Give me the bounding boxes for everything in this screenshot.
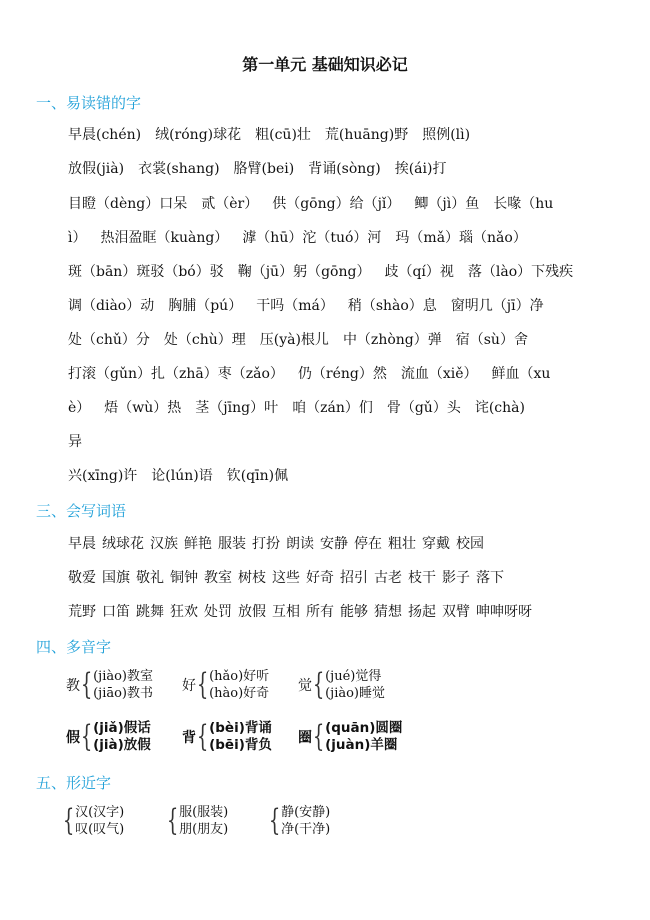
group-item: 朋(朋友) — [179, 822, 229, 837]
list-item: 挨(ái)打 — [394, 161, 447, 177]
list-item: 安静 — [320, 536, 348, 552]
text-line — [68, 397, 628, 417]
list-item: 茎（jīng）叶 — [195, 400, 279, 416]
group-item: 汉(汉字) — [75, 805, 125, 820]
text-line — [68, 567, 628, 587]
list-item: 早晨(chén) — [68, 127, 142, 143]
text-line — [68, 601, 628, 621]
list-item: 影子 — [442, 570, 470, 586]
char-group — [66, 668, 153, 702]
brace-icon: { — [62, 803, 75, 838]
list-item: 双臂 — [442, 604, 470, 620]
list-item: 兴(xīng)许 — [68, 468, 138, 484]
list-item: 朗读 — [286, 536, 314, 552]
list-item: 猜想 — [374, 604, 402, 620]
group-item: (bēi)背负 — [209, 737, 272, 753]
list-item: 调（diào）动 — [68, 298, 155, 314]
group-item: (jué)觉得 — [325, 669, 382, 684]
text-line — [68, 227, 628, 247]
list-item: 歧（qí）视 — [384, 264, 454, 280]
list-item: 呻呻呀呀 — [476, 604, 532, 620]
section-heading-4: 四、多音字 — [36, 638, 112, 656]
group-item: (juàn)羊圈 — [325, 737, 398, 753]
brace-icon: { — [80, 719, 93, 754]
list-item: 骨（gǔ）头 — [386, 400, 461, 416]
list-item: 落（lào）下残疾 — [467, 264, 574, 280]
list-item: 能够 — [340, 604, 368, 620]
list-item: 放假(jià) — [68, 161, 125, 177]
list-item: 跳舞 — [136, 604, 164, 620]
char-group — [166, 804, 228, 838]
text-line — [68, 533, 628, 553]
list-item: 敬礼 — [136, 570, 164, 586]
list-item: 异 — [68, 434, 82, 450]
group-item: (jià)放假 — [93, 737, 151, 753]
brace-icon: { — [196, 667, 209, 702]
list-item: 铜钟 — [170, 570, 198, 586]
list-item: 鲜艳 — [184, 536, 212, 552]
list-item: 钦(qīn)佩 — [226, 468, 289, 484]
list-item: 粗壮 — [388, 536, 416, 552]
list-item: 教室 — [204, 570, 232, 586]
group-char: 背 — [182, 730, 196, 746]
list-item: 鞠（jū）躬（gōng） — [237, 264, 371, 280]
list-item: 荒野 — [68, 604, 96, 620]
list-item: 敬爱 — [68, 570, 96, 586]
list-item: 穿戴 — [422, 536, 450, 552]
group-items — [209, 720, 272, 754]
brace-icon: { — [166, 803, 179, 838]
brace-icon: { — [312, 667, 325, 702]
list-item: 招引 — [340, 570, 368, 586]
list-item: 胸脯（pú） — [168, 298, 243, 314]
group-item: 静(安静) — [281, 805, 331, 820]
list-item: 狂欢 — [170, 604, 198, 620]
page-title: 第一单元 基础知识必记 — [242, 55, 408, 74]
text-line — [68, 193, 628, 213]
list-item: 枝干 — [408, 570, 436, 586]
brace-icon: { — [196, 719, 209, 754]
list-item: 目瞪（dèng）口呆 — [68, 196, 188, 212]
group-item: (bèi)背诵 — [209, 720, 272, 736]
group-item: (hào)好奇 — [209, 686, 270, 701]
list-item: 供（gōng）给（jǐ） — [272, 196, 401, 212]
list-item: 所有 — [306, 604, 334, 620]
list-item: 打滚（gǔn）扎（zhā）枣（zǎo） — [68, 366, 284, 382]
list-item: 服装 — [218, 536, 246, 552]
group-item: (jiāo)教书 — [93, 686, 154, 701]
list-item: 宿（sù）舍 — [455, 332, 528, 348]
list-item: 早晨 — [68, 536, 96, 552]
list-item: 鲜血（xu — [491, 366, 551, 382]
list-item: 放假 — [238, 604, 266, 620]
group-items — [281, 804, 330, 838]
group-char: 假 — [66, 730, 80, 746]
list-item: 处罚 — [204, 604, 232, 620]
group-items — [325, 668, 385, 702]
group-items — [93, 720, 151, 754]
section-heading-1: 一、易读错的字 — [36, 94, 142, 112]
list-item: 树枝 — [238, 570, 266, 586]
list-item: 口笛 — [102, 604, 130, 620]
text-line — [68, 261, 628, 281]
list-item: 落下 — [476, 570, 504, 586]
list-item: 照例(lì) — [422, 127, 471, 143]
text-line — [68, 124, 628, 144]
list-item: 长喙（hu — [493, 196, 554, 212]
list-item: 停在 — [354, 536, 382, 552]
list-item: 互相 — [272, 604, 300, 620]
group-items — [179, 804, 228, 838]
group-char: 好 — [182, 678, 196, 694]
list-item: 打扮 — [252, 536, 280, 552]
group-char: 教 — [66, 678, 80, 694]
brace-icon: { — [80, 667, 93, 702]
list-item: 滹（hū）沱（tuó）河 — [242, 230, 382, 246]
char-group — [268, 804, 330, 838]
list-item: 流血（xiě） — [400, 366, 478, 382]
list-item: 咱（zán）们 — [292, 400, 373, 416]
list-item: 粗(cū)壮 — [255, 127, 311, 143]
list-item: 处（chǔ）分 — [68, 332, 150, 348]
text-line — [68, 329, 628, 349]
group-item: 叹(叹气) — [75, 822, 125, 837]
group-items — [209, 668, 269, 702]
char-group — [66, 720, 151, 754]
list-item: 热泪盈眶（kuàng） — [100, 230, 229, 246]
list-item: ì） — [68, 230, 87, 246]
list-item: 荒(huāng)野 — [324, 127, 409, 143]
char-group — [298, 668, 385, 702]
text-line — [68, 158, 628, 178]
list-item: 胳臂(bei) — [233, 161, 295, 177]
char-group — [182, 720, 272, 754]
list-item: 斑（bān）斑驳（bó）驳 — [68, 264, 224, 280]
group-item: (jiǎ)假话 — [93, 720, 151, 736]
list-item: 稍（shào）息 — [347, 298, 437, 314]
section-heading-3: 三、会写词语 — [36, 502, 127, 520]
group-item: 服(服装) — [179, 805, 229, 820]
list-item: 鲫（jì）鱼 — [414, 196, 480, 212]
list-item: 干吗（má） — [256, 298, 334, 314]
list-item: è） — [68, 400, 91, 416]
list-item: 论(lún)语 — [151, 468, 213, 484]
brace-icon: { — [268, 803, 281, 838]
list-item: 压(yà)根儿 — [259, 332, 329, 348]
brace-icon: { — [312, 719, 325, 754]
list-item: 仍（réng）然 — [297, 366, 387, 382]
group-char: 觉 — [298, 678, 312, 694]
section-heading-5: 五、形近字 — [36, 774, 112, 792]
list-item: 焐（wù）热 — [104, 400, 182, 416]
list-item: 玛（mǎ）瑙（nǎo） — [395, 230, 527, 246]
char-group — [298, 720, 402, 754]
text-line — [68, 431, 628, 451]
list-item: 好奇 — [306, 570, 334, 586]
char-group — [62, 804, 124, 838]
group-item: (jiào)睡觉 — [325, 686, 386, 701]
group-char: 圈 — [298, 730, 312, 746]
text-line — [68, 363, 628, 383]
list-item: 扬起 — [408, 604, 436, 620]
list-item: 处（chù）理 — [163, 332, 246, 348]
list-item: 中（zhòng）弹 — [342, 332, 442, 348]
char-group — [182, 668, 269, 702]
list-item: 国旗 — [102, 570, 130, 586]
list-item: 绒球花 — [102, 536, 144, 552]
list-item: 绒(róng)球花 — [155, 127, 242, 143]
group-item: (jiào)教室 — [93, 669, 154, 684]
list-item: 背诵(sòng) — [308, 161, 381, 177]
list-item: 窗明几（jī）净 — [450, 298, 544, 314]
group-items — [325, 720, 402, 754]
list-item: 贰（èr） — [201, 196, 259, 212]
list-item: 这些 — [272, 570, 300, 586]
group-item: (quān)圆圈 — [325, 720, 403, 736]
group-item: (hǎo)好听 — [209, 669, 270, 684]
list-item: 校园 — [456, 536, 484, 552]
list-item: 汉族 — [150, 536, 178, 552]
group-items — [75, 804, 124, 838]
text-line — [68, 465, 628, 485]
list-item: 古老 — [374, 570, 402, 586]
group-items — [93, 668, 153, 702]
text-line — [68, 295, 628, 315]
list-item: 衣裳(shang) — [138, 161, 220, 177]
list-item: 诧(chà) — [474, 400, 525, 416]
group-item: 净(干净) — [281, 822, 331, 837]
